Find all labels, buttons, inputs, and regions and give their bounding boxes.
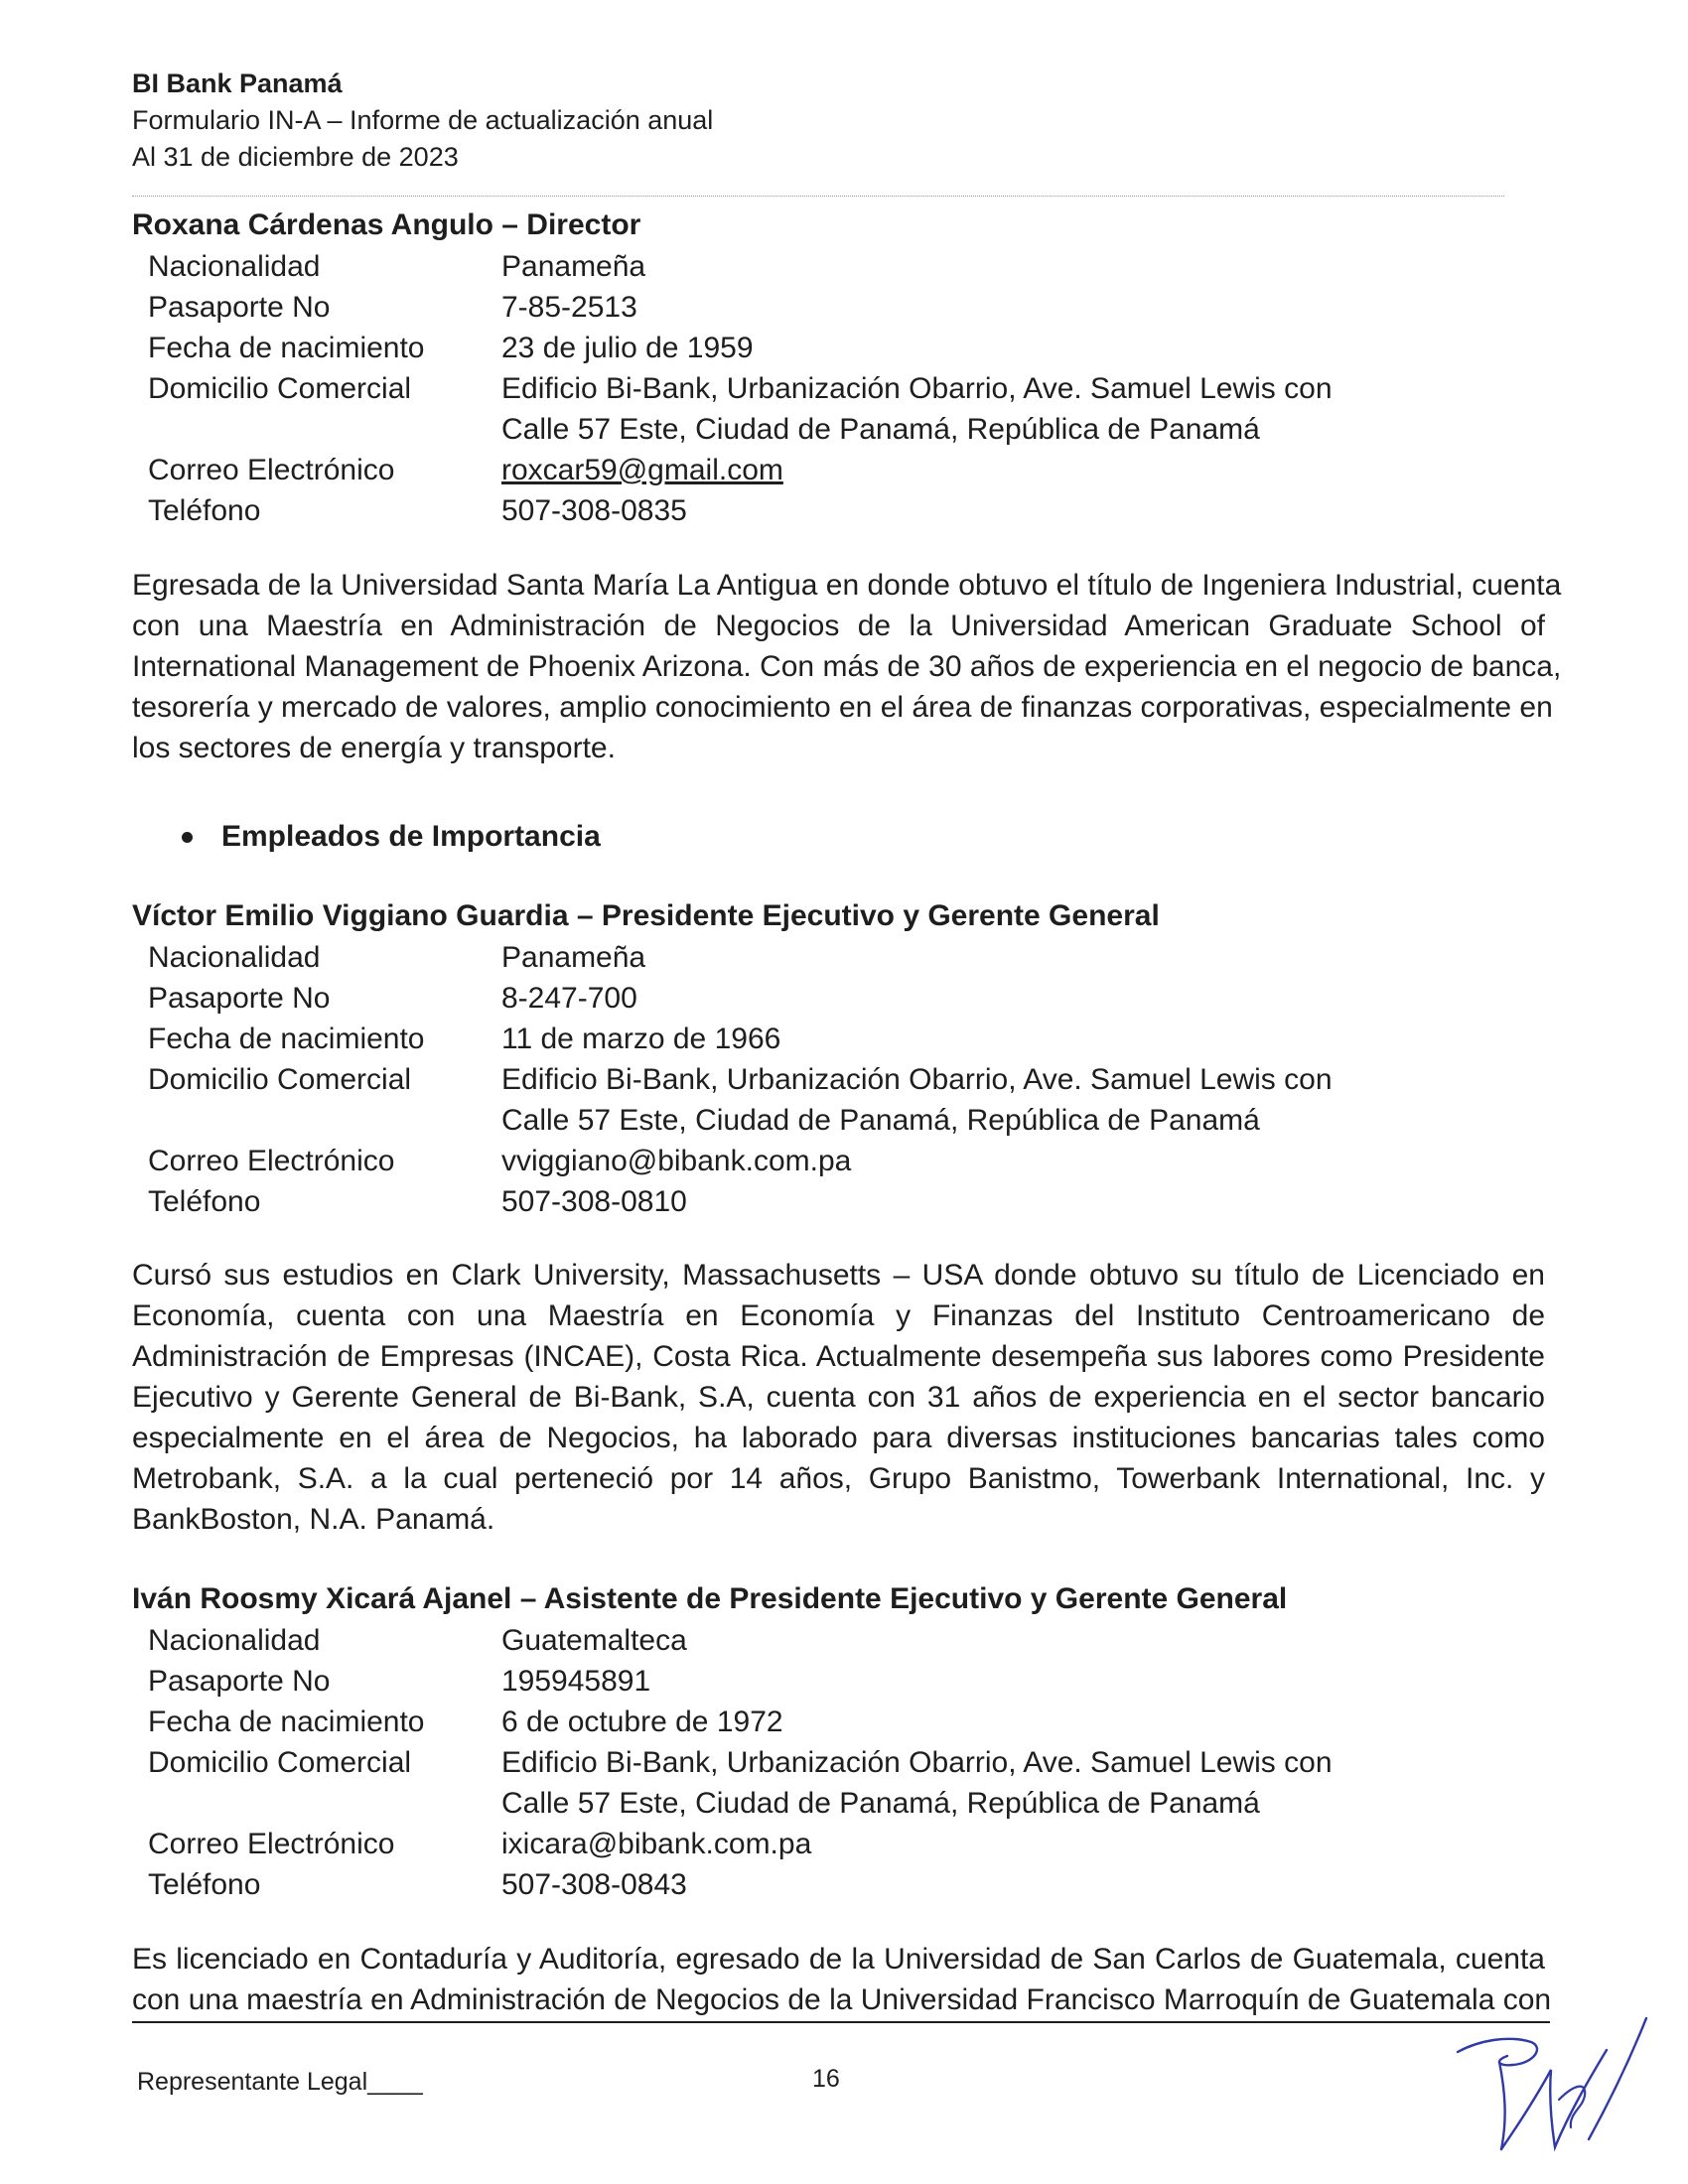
field-value: 507-308-0810 (501, 1185, 687, 1218)
field-nationality (132, 937, 1542, 978)
address-line-2: Calle 57 Este, Ciudad de Panamá, República de Panamá (501, 1787, 1260, 1820)
bio-line: especialmente en el área de Negocios, ha laborado para diversas instituciones bancarias tales como (132, 1422, 1545, 1454)
field-passport (132, 287, 1542, 328)
address-line-2: Calle 57 Este, Ciudad de Panamá, República de Panamá (501, 1104, 1260, 1137)
field-value: 7-85-2513 (501, 291, 637, 324)
bio-line: Economía, cuenta con una Maestría en Economía y Finanzas del Instituto Centroamericano de (132, 1299, 1545, 1332)
field-value: Panameña (501, 250, 646, 283)
field-label: Pasaporte No (148, 1665, 331, 1698)
section-heading-text: Empleados de Importancia (221, 820, 601, 853)
form-title: Formulario IN-A – Informe de actualización anual (132, 105, 714, 135)
field-value-wrap (501, 450, 1395, 490)
bio-line: Cursó sus estudios en Clark University, Massachusetts – USA donde obtuvo su título de Licenciado en (132, 1259, 1545, 1292)
field-value: 507-308-0843 (501, 1868, 687, 1901)
person-title: Roxana Cárdenas Angulo – Director (132, 208, 641, 241)
company-name: BI Bank Panamá (132, 68, 343, 98)
field-label: Nacionalidad (148, 941, 321, 974)
field-value: 507-308-0835 (501, 494, 687, 527)
bio-line: con una Maestría en Administración de Negocios de la Universidad American Graduate School of (132, 610, 1545, 642)
address-line-2: Calle 57 Este, Ciudad de Panamá, República de Panamá (501, 413, 1260, 446)
person-block-xicara (132, 1580, 1542, 1905)
field-value (501, 368, 1395, 450)
field-label: Pasaporte No (148, 291, 331, 324)
person-block-viggiano (132, 897, 1542, 1222)
field-phone (132, 1181, 1542, 1222)
field-email (132, 1141, 1542, 1181)
field-address (132, 1742, 1542, 1824)
field-birthdate (132, 1702, 1542, 1742)
field-birthdate (132, 1019, 1542, 1059)
field-label: Teléfono (148, 1868, 261, 1901)
field-value: Guatemalteca (501, 1624, 687, 1657)
field-passport (132, 978, 1542, 1019)
field-email (132, 1824, 1542, 1864)
bio-paragraph-cardenas (132, 565, 1562, 768)
address-line-1: Edificio Bi-Bank, Urbanización Obarrio, Ave. Samuel Lewis con (501, 1063, 1333, 1096)
field-address (132, 1059, 1542, 1141)
field-label: Nacionalidad (148, 1624, 321, 1657)
field-email (132, 450, 1542, 490)
field-phone (132, 1864, 1542, 1905)
field-value: 6 de octubre de 1972 (501, 1706, 783, 1738)
person-block-cardenas (132, 206, 1542, 531)
address-line-1: Edificio Bi-Bank, Urbanización Obarrio, Ave. Samuel Lewis con (501, 1746, 1333, 1779)
field-label: Fecha de nacimiento (148, 332, 425, 364)
field-value: 195945891 (501, 1665, 651, 1698)
field-label: Fecha de nacimiento (148, 1023, 425, 1055)
field-value: Panameña (501, 941, 646, 974)
field-birthdate (132, 328, 1542, 368)
section-heading (182, 820, 601, 854)
field-label: Fecha de nacimiento (148, 1706, 425, 1738)
field-value (501, 1742, 1395, 1824)
field-label: Pasaporte No (148, 982, 331, 1015)
bio-line: International Management de Phoenix Arizona. Con más de 30 años de experiencia en el negocio de banca, (132, 650, 1562, 683)
field-label: Correo Electrónico (148, 454, 395, 486)
field-label: Nacionalidad (148, 250, 321, 283)
bio-line: los sectores de energía y transporte. (132, 732, 616, 764)
report-date: Al 31 de diciembre de 2023 (132, 142, 459, 172)
field-value: 11 de marzo de 1966 (501, 1023, 781, 1055)
bullet-icon (182, 832, 193, 843)
document-header (132, 66, 713, 176)
bio-line: Administración de Empresas (INCAE), Costa Rica. Actualmente desempeña sus labores como Presidente (132, 1340, 1545, 1373)
field-value: 23 de julio de 1959 (501, 332, 754, 364)
field-nationality (132, 1620, 1542, 1661)
bio-line: Egresada de la Universidad Santa María La Antigua en donde obtuvo el título de Ingeniera Industrial, cuenta (132, 569, 1562, 602)
field-label: Correo Electrónico (148, 1145, 395, 1177)
field-label: Correo Electrónico (148, 1828, 395, 1860)
bio-line: tesorería y mercado de valores, amplio conocimiento en el área de finanzas corporativas, especialmente en (132, 691, 1553, 724)
bio-line: Ejecutivo y Gerente General de Bi-Bank, S.A, cuenta con 31 años de experiencia en el sector bancario (132, 1381, 1545, 1414)
page-number: 16 (812, 2065, 840, 2093)
bio-line: Es licenciado en Contaduría y Auditoría, egresado de la Universidad de San Carlos de Guatemala, cuenta (132, 1943, 1545, 1976)
bio-line: BankBoston, N.A. Panamá. (132, 1503, 495, 1536)
field-label: Teléfono (148, 494, 261, 527)
field-address (132, 368, 1542, 450)
field-label: Domicilio Comercial (148, 372, 412, 405)
address-line-1: Edificio Bi-Bank, Urbanización Obarrio, Ave. Samuel Lewis con (501, 372, 1333, 405)
field-label: Teléfono (148, 1185, 261, 1218)
header-divider (132, 196, 1504, 197)
email-link[interactable]: roxcar59@gmail.com (501, 454, 783, 486)
signature-icon (1440, 2000, 1658, 2164)
bio-paragraph-viggiano (132, 1255, 1545, 1540)
field-nationality (132, 246, 1542, 287)
person-title: Víctor Emilio Viggiano Guardia – Presidente Ejecutivo y Gerente General (132, 899, 1160, 932)
field-label: Domicilio Comercial (148, 1746, 412, 1779)
bio-line: Metrobank, S.A. a la cual perteneció por 14 años, Grupo Banistmo, Towerbank International, Inc. y (132, 1462, 1545, 1495)
field-value: ixicara@bibank.com.pa (501, 1828, 812, 1860)
field-value: 8-247-700 (501, 982, 637, 1015)
field-passport (132, 1661, 1542, 1702)
field-value (501, 1059, 1395, 1141)
field-label: Domicilio Comercial (148, 1063, 412, 1096)
footer-divider (132, 2021, 1550, 2023)
bio-line: con una maestría en Administración de Negocios de la Universidad Francisco Marroquín de Guatemala con (132, 1983, 1552, 2016)
field-phone (132, 490, 1542, 531)
legal-representative-label: Representante Legal____ (137, 2068, 423, 2096)
person-title: Iván Roosmy Xicará Ajanel – Asistente de Presidente Ejecutivo y Gerente General (132, 1582, 1288, 1615)
bio-paragraph-xicara (132, 1939, 1552, 2020)
field-value: vviggiano@bibank.com.pa (501, 1145, 852, 1177)
